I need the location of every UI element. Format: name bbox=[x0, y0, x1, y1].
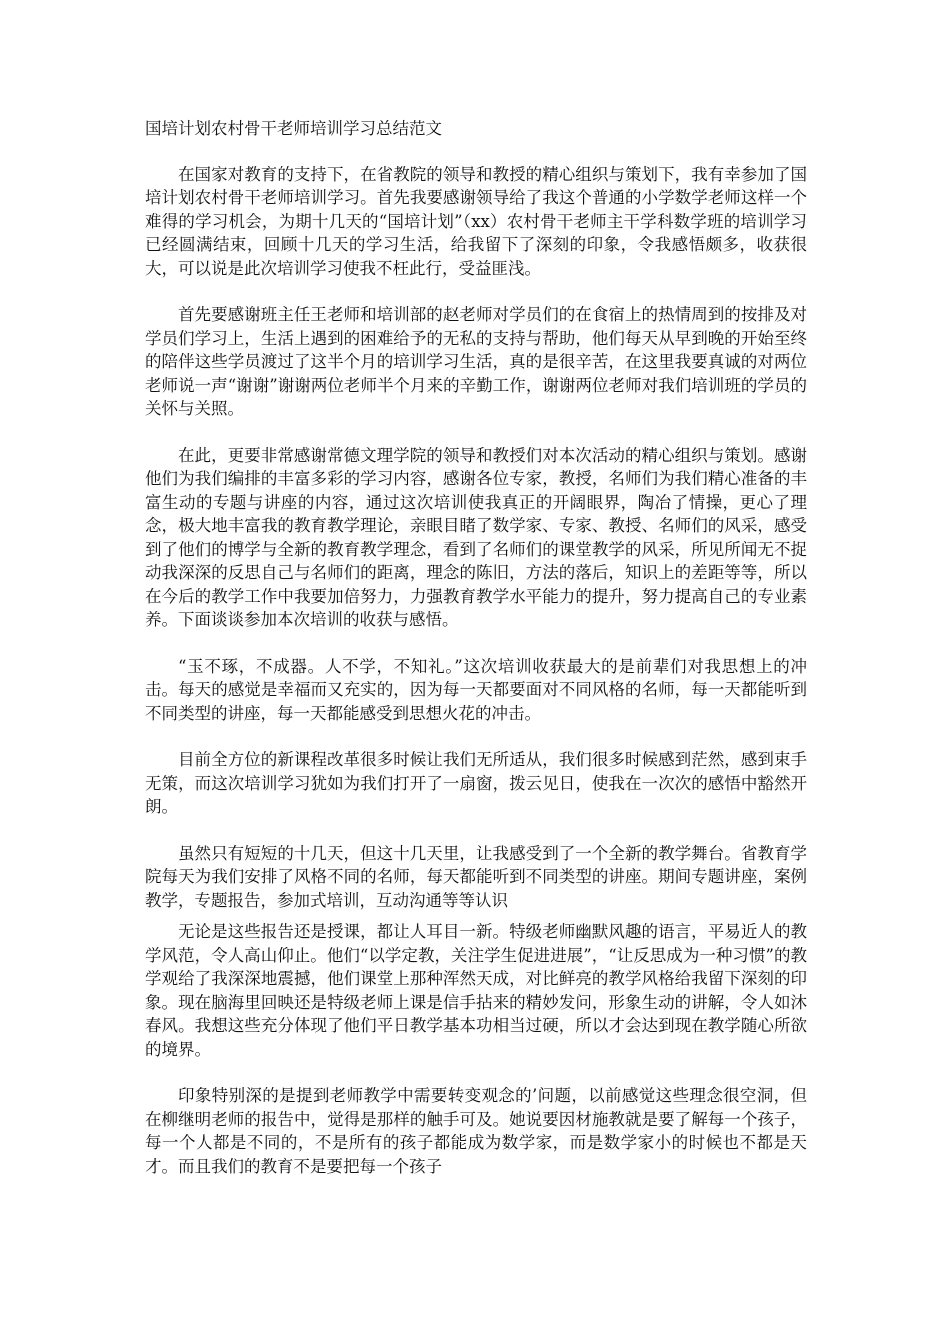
paragraph-curriculum-reform: 目前全方位的新课程改革很多时候让我们无所适从，我们很多时候感到茫然，感到束手无策，而这次培训学习犹如为我们打开了一扇窗，拨云见日，使我在一次次的感悟中豁然开朗。 bbox=[145, 750, 807, 816]
paragraph-intro: 在国家对教育的支持下，在省教院的领导和教授的精心组织与策划下，我有幸参加了国培计划农村骨干老师培训学习。首先我要感谢领导给了我这个普通的小学数学老师这样一个难得的学习机会，为期十几天的“国培计划”（xx）农村骨干老师主干学科数学班的培训学习已经圆满结束，回顾十几天的学习生活，给我留下了深刻的印象，令我感悟颇多，收获很大，可以说是此次培训学习使我不枉此行，受益匪浅。 bbox=[145, 164, 807, 278]
document-body bbox=[145, 117, 807, 1201]
paragraph-thanks-college: 在此，更要非常感谢常德文理学院的领导和教授们对本次活动的精心组织与策划。感谢他们为我们编排的丰富多彩的学习内容，感谢各位专家，教授，名师们为我们精心准备的丰富生动的专题与讲座的内容，通过这次培训使我真正的开阔眼界，陶冶了情操，更心了理念，极大地丰富我的教育教学理论，亲眼目睹了数学家、专家、教授、名师们的风采，感受到了他们的博学与全新的教育教学理念，看到了名师们的课堂教学的风采，所见所闻无不捉动我深深的反思自己与名师们的距离，理念的陈旧，方法的落后，知识上的差距等等，所以在今后的教学工作中我要加倍努力，力强教育教学水平能力的提升，努力提高自己的专业素养。下面谈谈参加本次培训的收获与感悟。 bbox=[145, 445, 807, 629]
paragraph-jade-quote: “玉不琢，不成器。人不学，不知礼。”这次培训收获最大的是前辈们对我思想上的冲击。每天的感觉是幸福而又充实的，因为每一天都要面对不同风格的名师，每一天都能听到不同类型的讲座，每一天都能感受到思想火花的冲击。 bbox=[145, 656, 807, 723]
paragraph-impression: 印象特别深的是提到老师教学中需要转变观念的’问题，以前感觉这些理念很空洞，但在柳继明老师的报告中，觉得是那样的触手可及。她说要因材施教就是要了解每一个孩子，每一个人都是不同的，不是所有的孩子都能成为数学家，而是数学家小的时候也不都是天才。而且我们的教育不是要把每一个孩子 bbox=[145, 1086, 807, 1176]
paragraph-short-days: 虽然只有短短的十几天，但这十几天里，让我感受到了一个全新的教学舞台。省教育学院每天为我们安排了风格不同的名师，每天都能听到不同类型的讲座。期间专题讲座，案例教学，专题报告，参加式培训，互动沟通等等认识 bbox=[145, 843, 807, 910]
paragraph-thanks-teachers: 首先要感谢班主任王老师和培训部的赵老师对学员们的在食宿上的热情周到的按排及对学员们学习上，生活上遇到的困难给予的无私的支持与帮助，他们每天从早到晚的开始至终的陪伴这些学员渡过了这半个月的培训学习生活，真的是很辛苦，在这里我要真诚的对两位老师说一声“谢谢”谢谢两位老师半个月来的辛勤工作，谢谢两位老师对我们培训班的学员的关怀与关照。 bbox=[145, 305, 807, 418]
document-title: 国培计划农村骨干老师培训学习总结范文 bbox=[145, 119, 442, 138]
paragraph-reports-lectures: 无论是这些报告还是授课，都让人耳目一新。特级老师幽默风趣的语言，平易近人的教学风范，令人高山仰止。他们“以学定教，关注学生促进进展”，“让反思成为一种习惯”的教学观给了我深深地震撼，他们课堂上那种浑然天成，对比鲜亮的教学风格给我留下深刻的印象。现在脑海里回映还是特级老师上课是信手拈来的精妙发问，形象生动的讲解，令人如沐春风。我想这些充分体现了他们平日教学基本功相当过硬，所以才会达到现在教学随心所欲的境界。 bbox=[145, 922, 807, 1059]
